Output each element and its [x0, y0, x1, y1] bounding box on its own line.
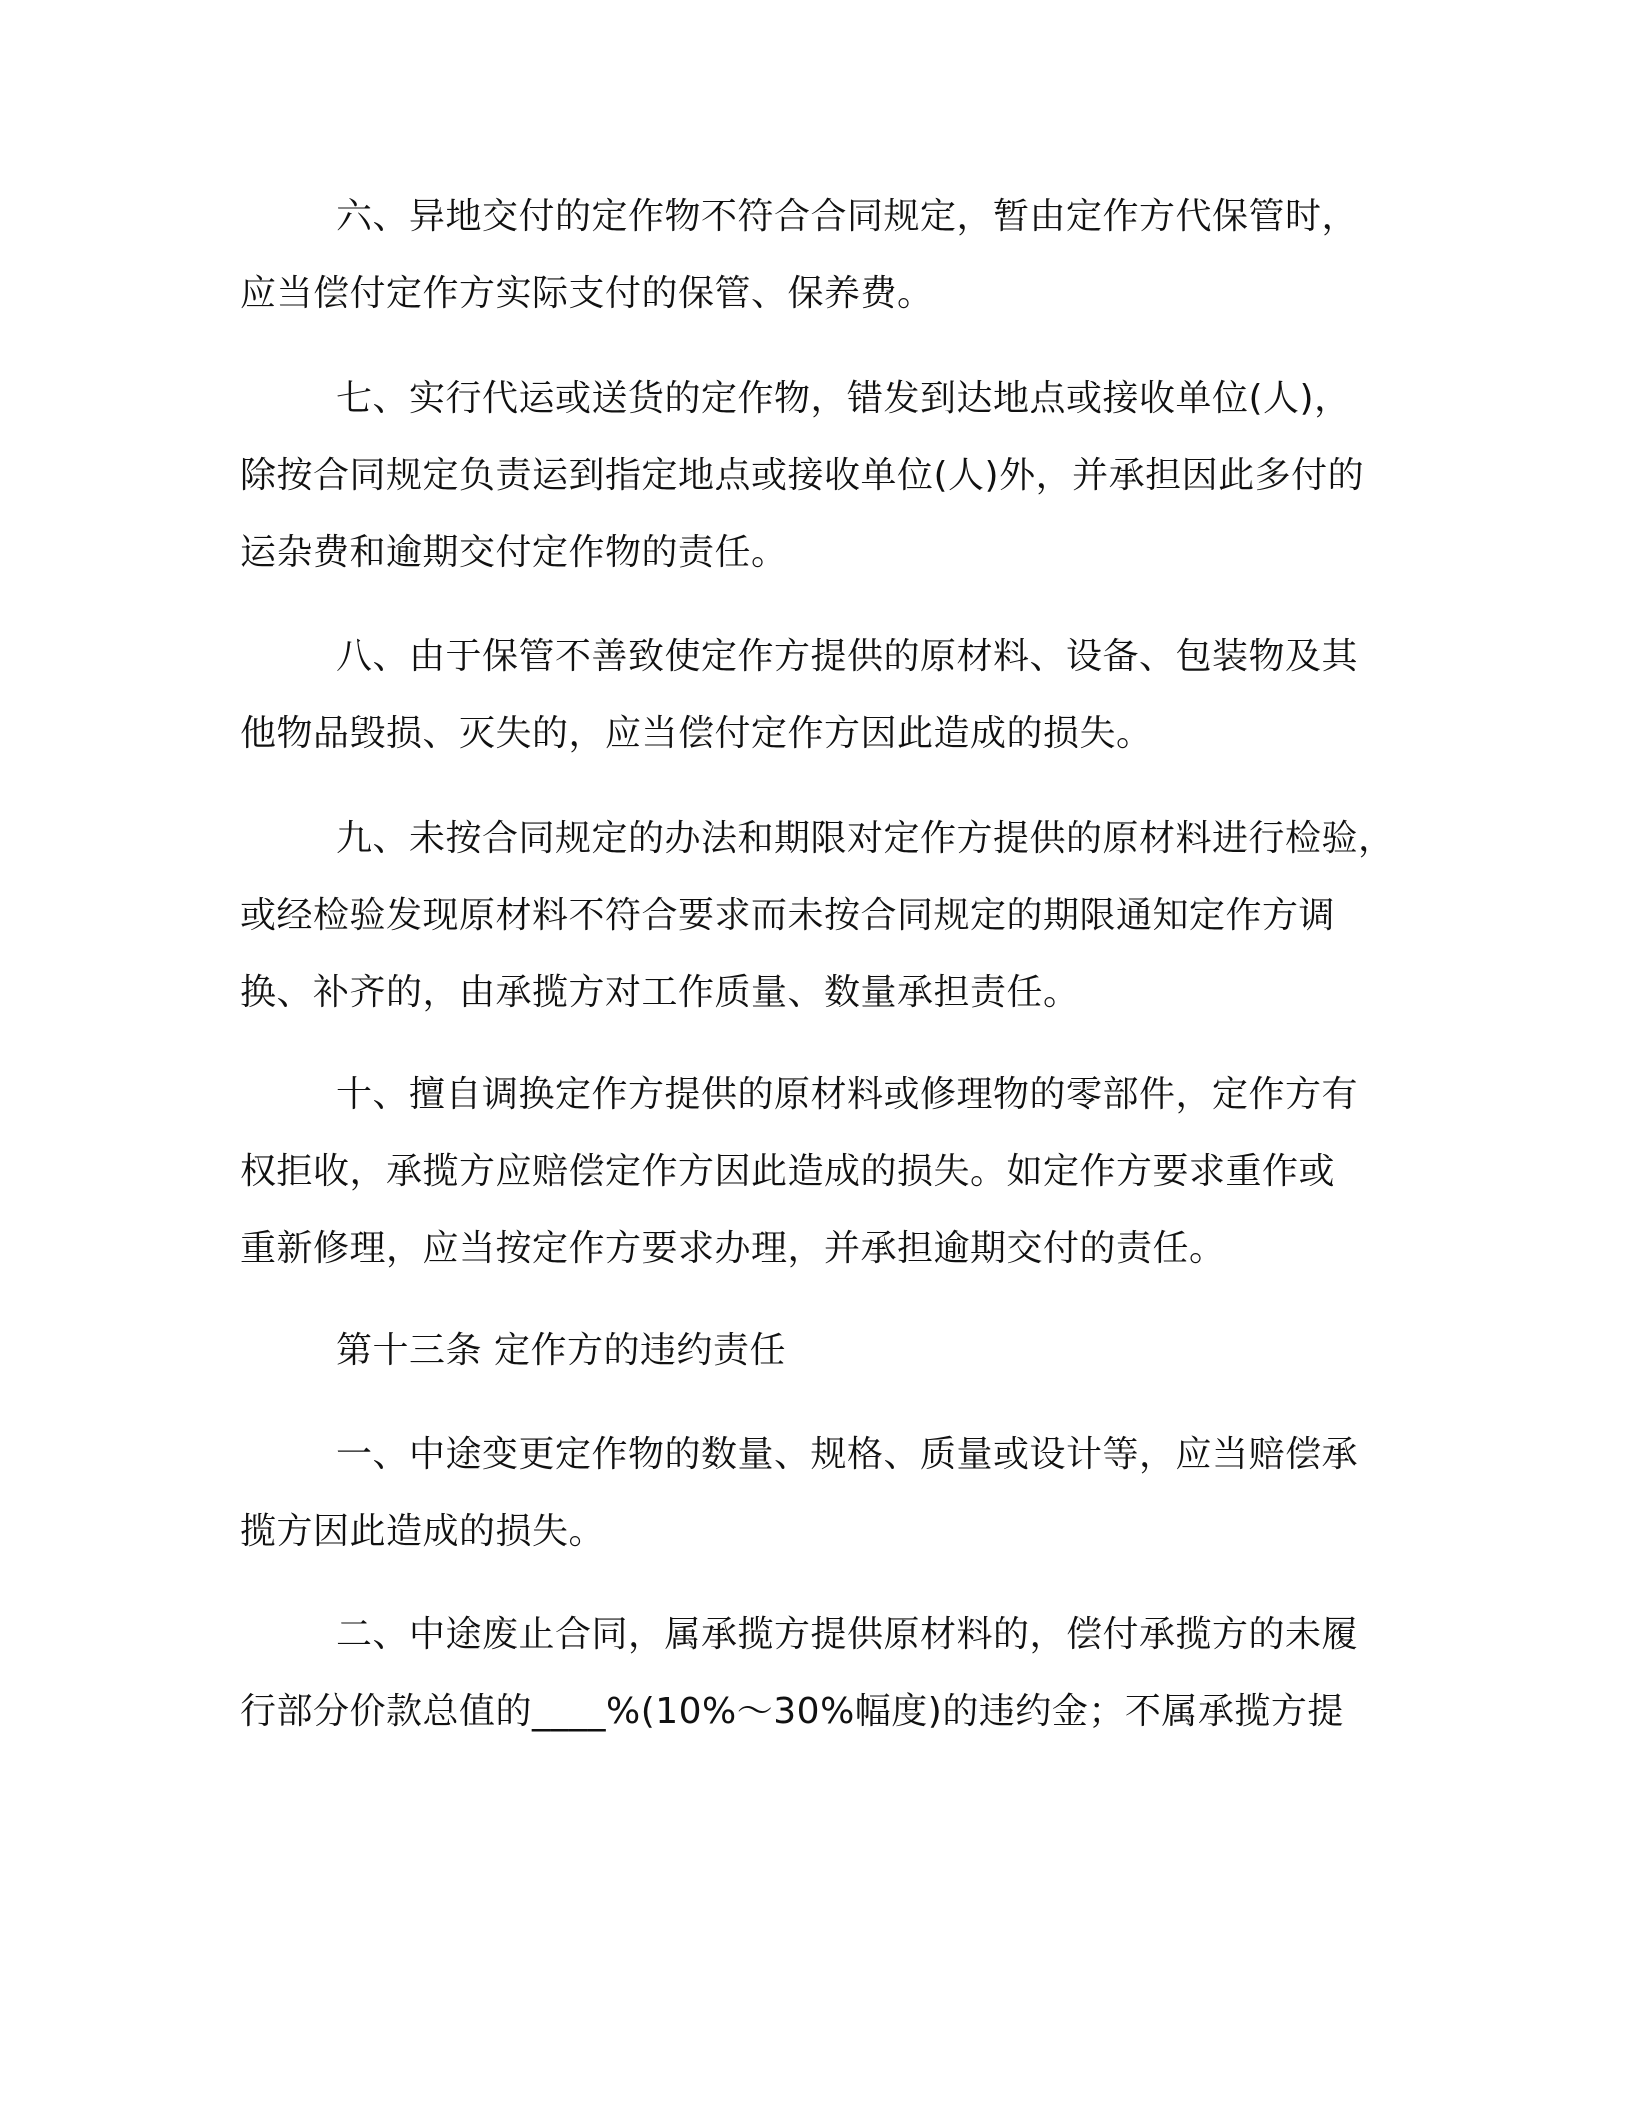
paragraph-ten — [240, 1056, 1400, 1287]
text-line: 六、异地交付的定作物不符合合同规定，暂由定作方代保管时， — [336, 196, 1359, 237]
text-line: 权拒收，承揽方应赔偿定作方因此造成的损失。如定作方要求重作或 — [240, 1151, 1336, 1192]
text-line: 换、补齐的，由承揽方对工作质量、数量承担责任。 — [240, 972, 1080, 1013]
text-line: 应当偿付定作方实际支付的保管、保养费。 — [240, 273, 934, 314]
text-line: 他物品毁损、灭失的，应当偿付定作方因此造成的损失。 — [240, 713, 1153, 754]
text-line: 十、擅自调换定作方提供的原材料或修理物的零部件，定作方有 — [336, 1074, 1359, 1115]
text-line: 重新修理，应当按定作方要求办理，并承担逾期交付的责任。 — [240, 1228, 1226, 1269]
text-line: 行部分价款总值的____%(10%～30%幅度)的违约金；不属承揽方提 — [240, 1691, 1344, 1732]
text-line: 二、中途废止合同，属承揽方提供原材料的，偿付承揽方的未履 — [336, 1614, 1359, 1655]
text-line: 运杂费和逾期交付定作物的责任。 — [240, 532, 788, 573]
text-line: 或经检验发现原材料不符合要求而未按合同规定的期限通知定作方调 — [240, 895, 1336, 936]
paragraph-seven — [240, 360, 1400, 591]
paragraph-one — [240, 1416, 1400, 1570]
text-line: 七、实行代运或送货的定作物，错发到达地点或接收单位(人)， — [336, 378, 1351, 419]
text-line: 八、由于保管不善致使定作方提供的原材料、设备、包装物及其 — [336, 636, 1359, 677]
text-line: 第十三条 定作方的违约责任 — [336, 1330, 786, 1371]
text-line: 一、中途变更定作物的数量、规格、质量或设计等，应当赔偿承 — [336, 1434, 1359, 1475]
paragraph-nine — [240, 800, 1400, 1031]
text-line: 九、未按合同规定的办法和期限对定作方提供的原材料进行检验， — [336, 818, 1395, 859]
text-line: 揽方因此造成的损失。 — [240, 1511, 606, 1552]
paragraph-six — [240, 178, 1400, 332]
text-line: 除按合同规定负责运到指定地点或接收单位(人)外，并承担因此多付的 — [240, 455, 1365, 496]
article-thirteen-heading — [240, 1312, 1400, 1389]
paragraph-two — [240, 1596, 1400, 1750]
paragraph-eight — [240, 618, 1400, 772]
